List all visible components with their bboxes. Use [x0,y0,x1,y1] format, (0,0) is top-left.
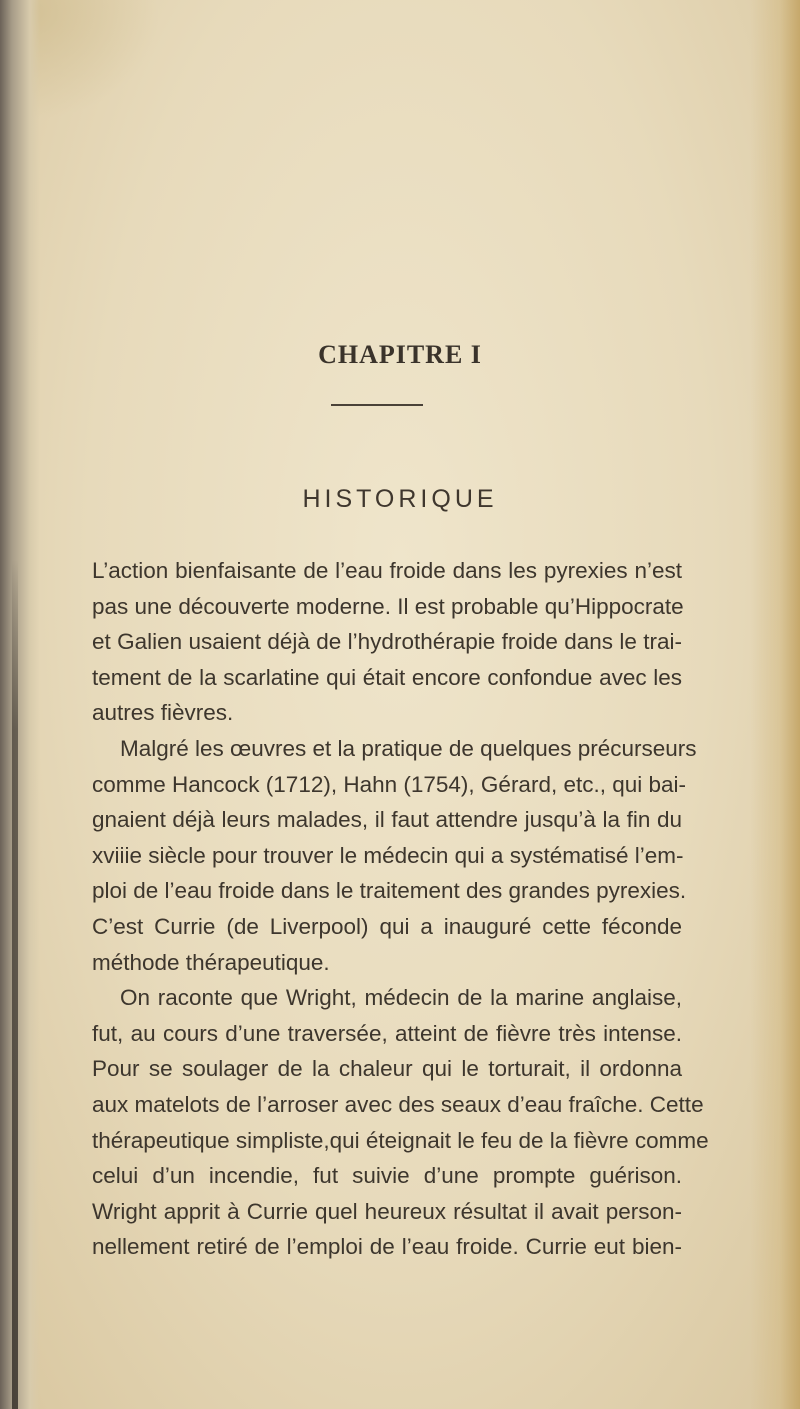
heading-divider [331,404,423,406]
text-line: pas une découverte moderne. Il est probable qu’Hippocrate [92,593,684,619]
body-text [92,553,709,1265]
text-line: thérapeutique simpliste,qui éteignait le feu de la fièvre comme [92,1127,709,1153]
page-gutter-shadow [0,0,40,1409]
text-line: nellement retiré de l’emploi de l’eau froide. Currie eut bien- [92,1234,682,1260]
text-line: Malgré les œuvres et la pratique de quelques précurseurs [120,735,697,761]
text-line: méthode thérapeutique. [92,949,330,975]
text-line: celui d’un incendie, fut suivie d’une prompte guérison. [92,1163,682,1189]
chapter-heading: CHAPITRE I [318,340,482,369]
text-line: fut, au cours d’une traversée, atteint de fièvre très intense. [92,1020,682,1046]
text-line: tement de la scarlatine qui était encore confondue avec les [92,664,682,690]
text-line: L’action bienfaisante de l’eau froide dans les pyrexies n’est [92,558,682,583]
text-line: ploi de l’eau froide dans le traitement des grandes pyrexies. [92,878,687,904]
text-line: gnaient déjà leurs malades, il faut attendre jusqu’à la fin du [92,807,682,833]
page-edge-discoloration [750,0,800,1409]
text-line: comme Hancock (1712), Hahn (1754), Gérard, etc., qui bai- [92,771,687,797]
text-line: et Galien usaient déjà de l’hydrothérapie froide dans le trai- [92,629,682,655]
section-title: HISTORIQUE [302,485,498,513]
text-line: C’est Currie (de Liverpool) qui a inauguré cette féconde [92,913,682,939]
text-line: Wright apprit à Currie quel heureux résultat il avait person- [92,1198,682,1224]
text-line: On raconte que Wright, médecin de la marine anglaise, [120,985,682,1011]
text-line: autres fièvres. [92,700,234,726]
text-line: xviiie siècle pour trouver le médecin qui a systématisé l’em- [92,842,684,868]
text-line: aux matelots de l’arroser avec des seaux d’eau fraîche. Cette [92,1091,704,1117]
text-line: Pour se soulager de la chaleur qui le torturait, il ordonna [92,1056,682,1082]
